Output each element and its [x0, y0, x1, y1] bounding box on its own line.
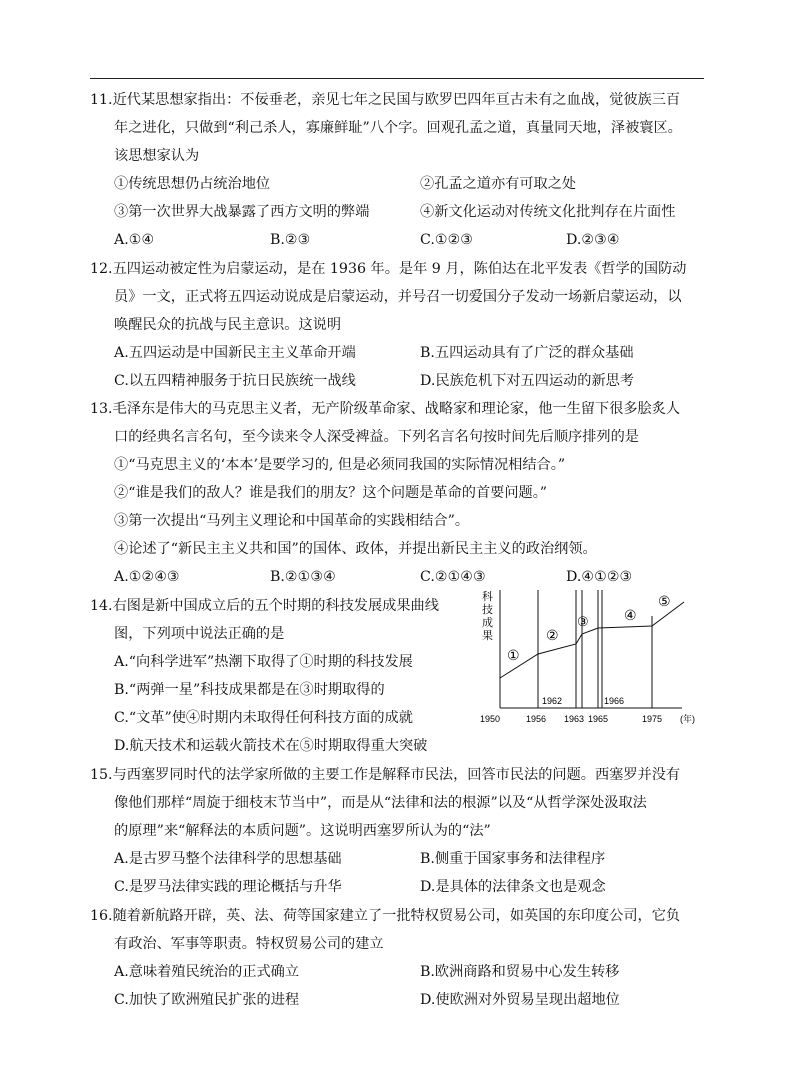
q16-stem-2: 有政治、军事等职责。特权贸易公司的建立 [114, 936, 384, 952]
q13-option-c: C.②①④③ [420, 569, 486, 585]
q11-option-d: D.②③④ [566, 232, 620, 248]
q16-option-a: A.意味着殖民统治的正式确立 [114, 964, 300, 980]
q11-option-b: B.②③ [270, 232, 311, 248]
q16-option-d: D.使欧洲对外贸易呈现出超地位 [420, 992, 620, 1008]
q15-option-a: A.是古罗马整个法律科学的思想基础 [114, 851, 342, 867]
y-label-char-2: 技 [482, 604, 493, 616]
period-label-5: ⑤ [658, 593, 671, 609]
q13-statement-4: ④论述了“新民主主义共和国”的国体、政体，并提出新民主主义的政治纲领。 [114, 541, 597, 557]
q11-stem-3: 该思想家认为 [114, 148, 200, 164]
q14-stem-2: 图，下列项中说法正确的是 [114, 626, 285, 642]
q11-statement-1: ①传统思想仍占统治地位 [114, 176, 271, 192]
q11-stem-2: 年之进化，只做到“利己杀人，寡廉鲜耻”八个字。回观孔孟之道，真量同天地，泽被寰区。 [114, 120, 682, 136]
period-label-2: ② [546, 627, 559, 643]
q12-option-c: C.以五四精神服务于抗日民族统一战线 [114, 373, 356, 389]
tech-achievement-chart [476, 586, 706, 734]
q16-option-b: B.欧洲商路和贸易中心发生转移 [420, 964, 620, 980]
q13-option-b: B.②①③④ [270, 569, 336, 585]
period-label-3: ③ [577, 614, 589, 629]
q12-stem-2: 员》一文，正式将五四运动说成是启蒙运动，并号召一切爱国分子发动一场新启蒙运动，以 [114, 289, 682, 305]
q14-option-b: B.“两弹一星”科技成果都是在③时期取得的 [114, 682, 385, 698]
achievement-curve [500, 602, 684, 678]
q15-option-d: D.是具体的法律条文也是观念 [420, 879, 606, 895]
q15-option-b: B.侧重于国家事务和法律程序 [420, 851, 606, 867]
header-rule [90, 78, 704, 79]
q15-stem-1: 15.与西塞罗同时代的法学家所做的主要工作是解释市民法，回答市民法的问题。西塞罗并没有 [90, 767, 681, 783]
inner-tick-1962: 1962 [542, 696, 563, 706]
q13-statement-1: ①“马克思主义的‘本本’是要学习的, 但是必须同我国的实际情况相结合。” [114, 457, 566, 473]
q12-option-b: B.五四运动具有了广泛的群众基础 [420, 345, 634, 361]
x-tick-1956: 1956 [526, 714, 547, 724]
q15-stem-2: 像他们那样“周旋于细枝末节当中”，而是从“法律和法的根源”以及“从哲学深处汲取法 [114, 795, 647, 811]
x-tick-1965: 1965 [588, 714, 609, 724]
inner-tick-1966: 1966 [604, 696, 625, 706]
q14-stem-1: 14.右图是新中国成立后的五个时期的科技发展成果曲线 [90, 598, 439, 614]
x-unit-label: (年) [680, 714, 695, 724]
x-tick-1963: 1963 [564, 714, 585, 724]
q15-option-c: C.是罗马法律实践的理论概括与升华 [114, 879, 342, 895]
q12-option-a: A.五四运动是中国新民主主义革命开端 [114, 345, 356, 361]
q13-stem-1: 13.毛泽东是伟大的马克思主义者，无产阶级革命家、战略家和理论家，他一生留下很多脍炙人 [90, 401, 681, 417]
y-label-char-1: 科 [482, 591, 493, 603]
q13-statement-2: ②“谁是我们的敌人？谁是我们的朋友？这个问题是革命的首要问题。” [114, 485, 548, 501]
q11-stem-1: 11.近代某思想家指出：不佞垂老，亲见七年之民国与欧罗巴四年亘古未有之血战，觉彼族三百 [90, 92, 681, 108]
period-label-4: ④ [624, 607, 637, 623]
q13-stem-2: 口的经典名言名句，至今读来令人深受裨益。下列名言名句按时间先后顺序排列的是 [114, 429, 639, 445]
q11-statement-3: ③第一次世界大战暴露了西方文明的弊端 [114, 204, 370, 220]
q15-stem-3: 的原理”来“解释法的本质问题”。这说明西塞罗所认为的“法” [114, 823, 491, 839]
q11-option-c: C.①②③ [420, 232, 474, 248]
period-label-1: ① [507, 647, 520, 663]
q16-option-c: C.加快了欧洲殖民扩张的进程 [114, 992, 300, 1008]
x-tick-1975: 1975 [642, 714, 663, 724]
q14-option-c: C.“文革”使④时期内未取得任何科技方面的成就 [114, 710, 413, 726]
y-label-char-4: 果 [482, 630, 493, 642]
q14-option-d: D.航天技术和运载火箭技术在⑤时期取得重大突破 [114, 738, 428, 754]
q12-stem-1: 12.五四运动被定性为启蒙运动，是在 1936 年。是年 9 月，陈伯达在北平发表《哲学的国防动 [90, 261, 687, 277]
q16-stem-1: 16.随着新航路开辟，英、法、荷等国家建立了一批特权贸易公司，如英国的东印度公司，它负 [90, 908, 681, 924]
q13-option-d: D.④①②③ [566, 569, 633, 585]
q12-option-d: D.民族危机下对五四运动的新思考 [420, 373, 635, 389]
q14-option-a: A.“向科学进军”热潮下取得了①时期的科技发展 [114, 654, 413, 670]
q13-statement-3: ③第一次提出“马列主义理论和中国革命的实践相结合”。 [114, 513, 470, 529]
q11-statement-4: ④新文化运动对传统文化批判存在片面性 [420, 204, 676, 220]
q11-option-a: A.①④ [114, 232, 155, 248]
x-tick-1950: 1950 [480, 714, 501, 724]
q13-option-a: A.①②④③ [114, 569, 180, 585]
q11-statement-2: ②孔孟之道亦有可取之处 [420, 176, 577, 192]
y-label-char-3: 成 [482, 617, 493, 629]
q12-stem-3: 唤醒民众的抗战与民主意识。这说明 [114, 317, 342, 333]
